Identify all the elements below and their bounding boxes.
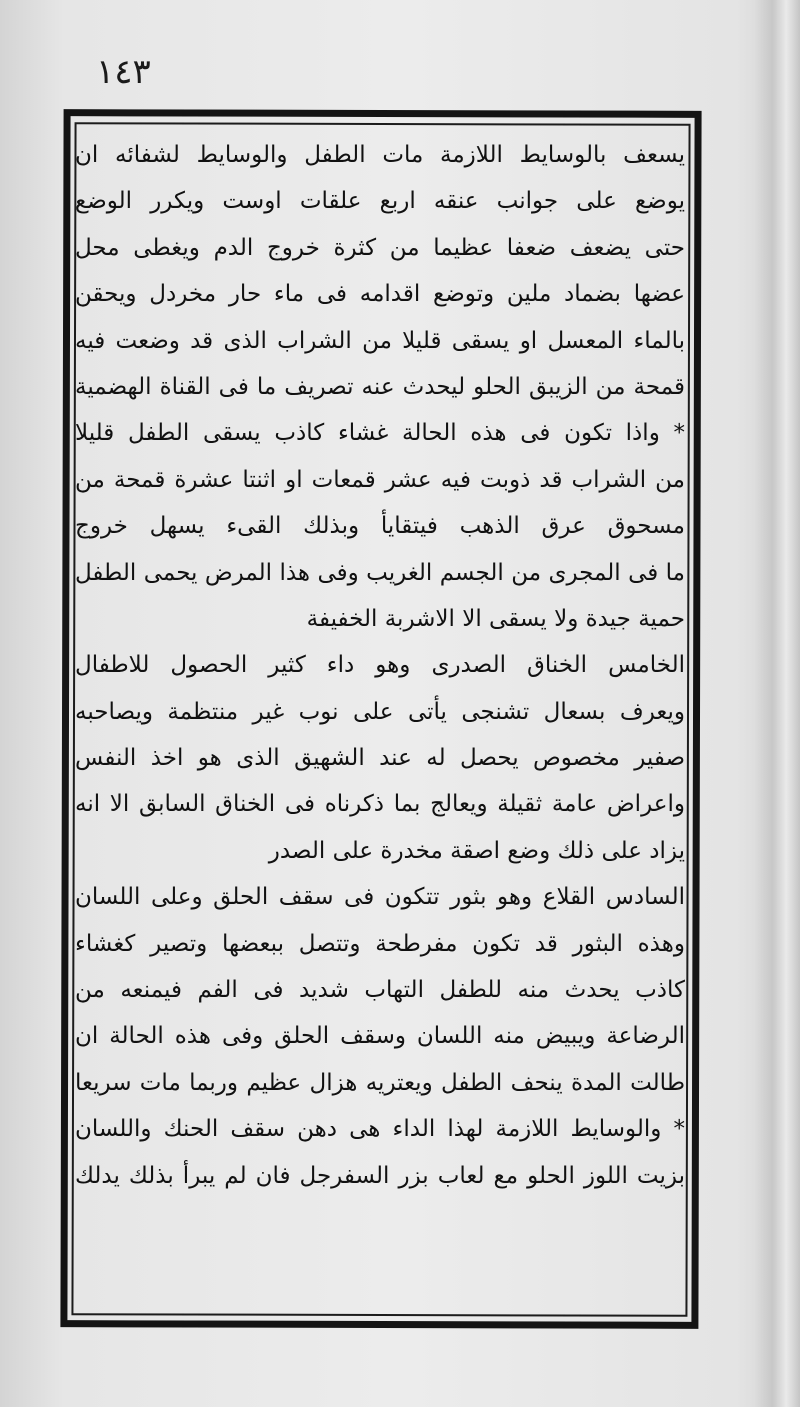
text-line: من الشراب قد ذوبت فيه عشر قمعات او اثنتا عشرة قمحة من: [75, 466, 685, 493]
text-line: يزاد على ذلك وضع اصقة مخدرة على الصدر: [268, 837, 685, 864]
text-line: السادس القلاع وهو بثور تتكون فى سقف الحلق وعلى اللسان: [75, 884, 685, 911]
page-number: ١٤٣: [96, 52, 151, 92]
text-line: واعراض عامة ثقيلة ويعالج بما ذكرناه فى الخناق السابق الا انه: [75, 791, 685, 818]
page-edge-shadow: [754, 0, 800, 1407]
text-line: يسعف بالوسايط اللازمة مات الطفل والوسايط لشفائه ان: [75, 142, 685, 168]
text-line: ويعرف بسعال تشنجى يأتى على نوب غير منتظمة ويصاحبه: [75, 698, 685, 725]
text-line: يوضع على جوانب عنقه اربع علقات اوست ويكرر الوضع: [75, 188, 685, 215]
text-line: الخامس الخناق الصدرى وهو داء كثير الحصول للاطفال: [75, 652, 685, 679]
text-line: ما فى المجرى من الجسم الغريب وفى هذا المرض يحمى الطفل: [75, 559, 685, 586]
text-line: عضها بضماد ملين وتوضع اقدامه فى ماء حار مخردل ويحقن: [75, 281, 685, 308]
text-line: بالماء المعسل او يسقى قليلا من الشراب الذى قد وضعت فيه: [75, 327, 685, 354]
text-line: طالت المدة ينحف الطفل ويعتريه هزال عظيم وربما مات سريعا: [75, 1069, 685, 1096]
text-line: وهذه البثور قد تكون مفرطحة وتتصل ببعضها وتصير كغشاء: [75, 930, 685, 957]
text-line: بزيت اللوز الحلو مع لعاب بزر السفرجل فان لم يبرأ بذلك يدلك: [75, 1162, 685, 1189]
text-line: حتى يضعف ضعفا عظيما من كثرة خروج الدم ويغطى محل: [75, 234, 685, 261]
text-line: * والوسايط اللازمة لهذا الداء هى دهن سقف الحنك واللسان: [75, 1116, 685, 1143]
text-line: الرضاعة ويبيض منه اللسان وسقف الحلق وفى هذه الحالة ان: [75, 1023, 685, 1050]
text-line: صفير مخصوص يحصل له عند الشهيق الذى هو اخذ النفس: [75, 745, 685, 772]
text-line: قمحة من الزيبق الحلو ليحدث عنه تصريف ما فى القناة الهضمية: [75, 373, 685, 400]
text-line: مسحوق عرق الذهب فيتقايأ وبذلك القىء يسهل خروج: [75, 513, 685, 540]
text-line: * واذا تكون فى هذه الحالة غشاء كاذب يسقى الطفل قليلا: [75, 420, 685, 447]
text-line: كاذب يحدث منه للطفل التهاب شديد فى الفم فيمنعه من: [75, 977, 685, 1004]
body-text: [75, 132, 685, 1307]
text-line: حمية جيدة ولا يسقى الا الاشربة الخفيفة: [306, 605, 685, 632]
